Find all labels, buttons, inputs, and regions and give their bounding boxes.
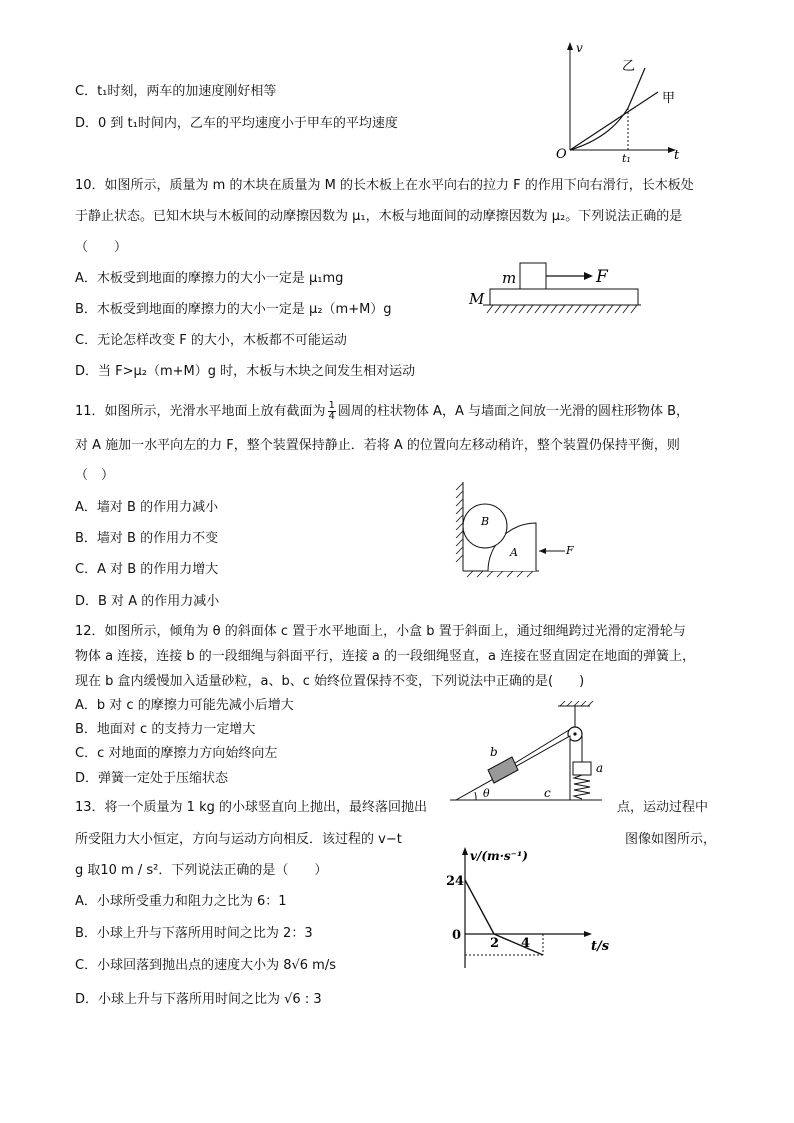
quarter-fraction <box>328 401 336 422</box>
ground-hatch <box>487 305 637 313</box>
v-axis-arrow <box>462 847 468 855</box>
q12-option-d: D．弹簧一定处于压缩状态 <box>75 771 229 786</box>
fraction-numerator: 1 <box>328 400 335 411</box>
q12-option-c: C．c 对地面的摩擦力方向始终向左 <box>75 746 278 761</box>
t1-label: t₁ <box>622 152 631 165</box>
line-jia <box>570 92 658 150</box>
q10-option-d: D．当 F>μ₂（m+M）g 时，木板与木块之间发生相对运动 <box>75 364 416 379</box>
label-c: c <box>544 786 551 800</box>
jia-label: 甲 <box>662 91 676 106</box>
q12-option-a: A．b 对 c 的摩擦力可能先减小后增大 <box>75 698 294 713</box>
quarter-cylinder-figure <box>455 480 590 580</box>
floor-hatch <box>467 571 533 577</box>
upward-segment <box>465 880 494 934</box>
ceiling-hatch <box>560 701 593 706</box>
ball-vt-graph-figure <box>440 843 620 973</box>
tick-0: 0 <box>452 928 462 943</box>
v-axis-arrow <box>567 42 573 50</box>
q11-stem-line1 <box>75 401 689 422</box>
q11-stem-part1: 11．如图所示，光滑水平地面上放有截面为 <box>75 404 326 419</box>
pulley-axle <box>573 732 576 735</box>
q11-option-b: B．墙对 B 的作用力不变 <box>75 531 219 546</box>
tick-2: 2 <box>490 936 500 951</box>
fraction-denominator: 4 <box>328 411 335 422</box>
vt-graph-figure <box>540 40 690 165</box>
q10-stem-line2: 于静止状态。已知木块与木板间的动摩擦因数为 μ₁，木板与地面间的动摩擦因数为 μ₂。下列说法正确的是 <box>75 209 683 224</box>
q13-option-c: C．小球回落到抛出点的速度大小为 8√6 m/s <box>75 958 336 973</box>
q13-option-b: B．小球上升与下落所用时间之比为 2：3 <box>75 926 313 941</box>
label-M: M <box>469 290 485 308</box>
t-axis-arrow <box>584 931 592 937</box>
yi-label: 乙 <box>622 59 636 74</box>
block-a <box>573 762 591 775</box>
q11-stem-line3: （ ） <box>75 468 115 483</box>
tick-4: 4 <box>521 936 531 951</box>
q10-option-c: C．无论怎样改变 F 的大小，木板都不可能运动 <box>75 333 347 348</box>
q11-option-a: A．墙对 B 的作用力减小 <box>75 500 219 515</box>
q13-stem-line3: g 取10 m / s²．下列说法正确的是（ ） <box>75 863 328 878</box>
q12-stem-line1: 12．如图所示，倾角为 θ 的斜面体 c 置于水平地面上，小盒 b 置于斜面上，通过细绳跨过光滑的定滑轮与 <box>75 624 686 639</box>
q13-option-d: D．小球上升与下落所用时间之比为 √6 : 3 <box>75 992 322 1007</box>
q12-stem-line3: 现在 b 盒内缓慢加入适量砂粒，a、b、c 始终位置保持不变，下列说法中正确的是( ) <box>75 674 585 689</box>
q10-stem-line1: 10．如图所示，质量为 m 的木块在质量为 M 的长木板上在水平向右的拉力 F 的作用下向右滑行，长木板处 <box>75 178 694 193</box>
label-theta: θ <box>483 787 490 800</box>
q11-option-d: D．B 对 A 的作用力减小 <box>75 594 220 609</box>
q11-option-c: C．A 对 B 的作用力增大 <box>75 562 219 577</box>
q12-stem-line2: 物体 a 连接，连接 b 的一段细绳与斜面平行，连接 a 的一段细绳竖直，a 连接在竖直固定在地面的弹簧上， <box>75 649 696 664</box>
downward-segment <box>494 934 543 955</box>
board-M <box>490 289 638 305</box>
v-label: v <box>576 41 583 55</box>
q11-stem-line2: 对 A 施加一水平向左的力 F，整个装置保持静止．若将 A 的位置向左移动稍许，整个装置仍保持平衡，则 <box>75 438 680 453</box>
spring <box>574 775 590 799</box>
q13-stem-part2: 点，运动过程中 <box>617 800 709 815</box>
block-on-board-figure <box>465 258 650 320</box>
label-a: a <box>596 761 604 775</box>
label-F: F <box>596 267 608 287</box>
curve-yi <box>570 68 645 150</box>
label-b: b <box>490 745 498 759</box>
q10-stem-line3: （ ） <box>75 240 128 255</box>
t-label: t <box>674 148 680 163</box>
label-A: A <box>510 546 518 559</box>
q10-option-a: A．木板受到地面的摩擦力的大小一定是 μ₁mg <box>75 271 344 286</box>
q10-option-b: B．木板受到地面的摩擦力的大小一定是 μ₂（m+M）g <box>75 302 392 317</box>
x-axis-label: t/s <box>591 939 610 954</box>
q13-option-a: A．小球所受重力和阻力之比为 6：1 <box>75 894 287 909</box>
block-m <box>520 263 546 289</box>
force-arrowhead <box>584 272 593 280</box>
q13-stem-part4: 图像如图所示， <box>625 832 717 847</box>
origin-label: O <box>556 147 567 162</box>
force-F-arrowhead <box>539 548 546 554</box>
wall-hatch <box>456 483 463 562</box>
q13-stem-part1: 13．将一个质量为 1 kg 的小球竖直向上抛出，最终落回抛出 <box>75 800 427 815</box>
q9-option-d: D．0 到 t₁时间内，乙车的平均速度小于甲车的平均速度 <box>75 116 398 131</box>
label-F: F <box>566 544 574 557</box>
tick-24: 24 <box>446 874 465 889</box>
label-m: m <box>502 269 517 287</box>
q12-option-b: B．地面对 c 的支持力一定增大 <box>75 722 256 737</box>
y-axis-label: v/(m·s⁻¹) <box>470 849 528 863</box>
q13-stem-part3: 所受阻力大小恒定，方向与运动方向相反．该过程的 v−t <box>75 832 402 847</box>
incline-pulley-figure <box>450 700 625 805</box>
q11-stem-part2: 圆周的柱状物体 A，A 与墙面之间放一光滑的圆柱形物体 B， <box>337 404 690 419</box>
q9-option-c: C．t₁时刻，两车的加速度刚好相等 <box>75 84 277 99</box>
label-B: B <box>481 515 490 528</box>
